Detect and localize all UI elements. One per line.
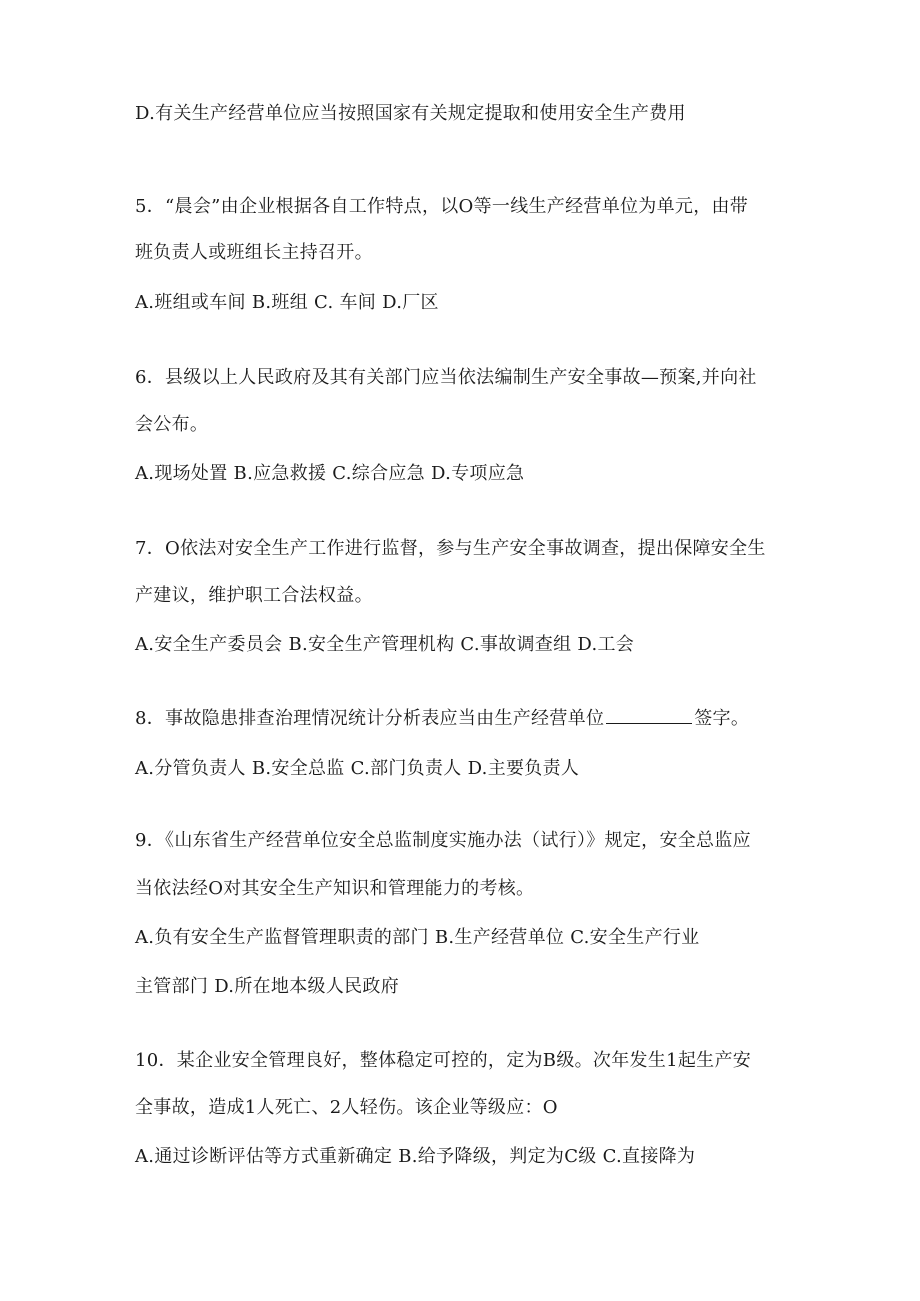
q6-text-line-1: 6．县级以上人民政府及其有关部门应当依法编制生产安全事故—预案,并向社 — [135, 367, 757, 388]
q10-text-line-2: 全事故，造成1人死亡、2人轻伤。该企业等级应：O — [135, 1097, 558, 1118]
q8-blank — [606, 707, 692, 724]
q8-text-after-blank: 签字。 — [694, 708, 750, 729]
q10-text-line-1: 10．某企业安全管理良好，整体稳定可控的，定为B级。次年发生1起生产安 — [135, 1050, 752, 1071]
q10-options-line-1: A.通过诊断评估等方式重新确定 B.给予降级，判定为C级 C.直接降为 — [135, 1146, 696, 1167]
q8-text-line-1 — [135, 707, 795, 731]
q7-text-line-2: 产建议，维护职工合法权益。 — [135, 585, 373, 606]
q5-text-line-2: 班负责人或班组长主持召开。 — [135, 242, 373, 263]
q9-text-line-2: 当依法经O对其安全生产知识和管理能力的考核。 — [135, 878, 535, 899]
q9-options-line-2: 主管部门 D.所在地本级人民政府 — [135, 976, 400, 997]
q8-options: A.分管负责人 B.安全总监 C.部门负责人 D.主要负责人 — [135, 758, 580, 779]
q5-text-line-1: 5．“晨会”由企业根据各自工作特点，以O等一线生产经营单位为单元，由带 — [135, 196, 749, 217]
q6-options: A.现场处置 B.应急救援 C.综合应急 D.专项应急 — [135, 463, 525, 484]
q8-text-before-blank: 8．事故隐患排查治理情况统计分析表应当由生产经营单位 — [135, 708, 605, 729]
q9-options-line-1: A.负有安全生产监督管理职责的部门 B.生产经营单位 C.安全生产行业 — [135, 927, 700, 948]
q4-option-d: D.有关生产经营单位应当按照国家有关规定提取和使用安全生产费用 — [135, 103, 686, 124]
q7-options: A.安全生产委员会 B.安全生产管理机构 C.事故调查组 D.工会 — [135, 634, 635, 655]
q9-text-line-1: 9．《山东省生产经营单位安全总监制度实施办法（试行）》规定，安全总监应 — [135, 830, 751, 851]
q7-text-line-1: 7．O依法对安全生产工作进行监督，参与生产安全事故调查，提出保障安全生 — [135, 538, 766, 559]
q5-options: A.班组或车间 B.班组 C. 车间 D.厂区 — [135, 292, 439, 313]
q6-text-line-2: 会公布。 — [135, 414, 209, 435]
